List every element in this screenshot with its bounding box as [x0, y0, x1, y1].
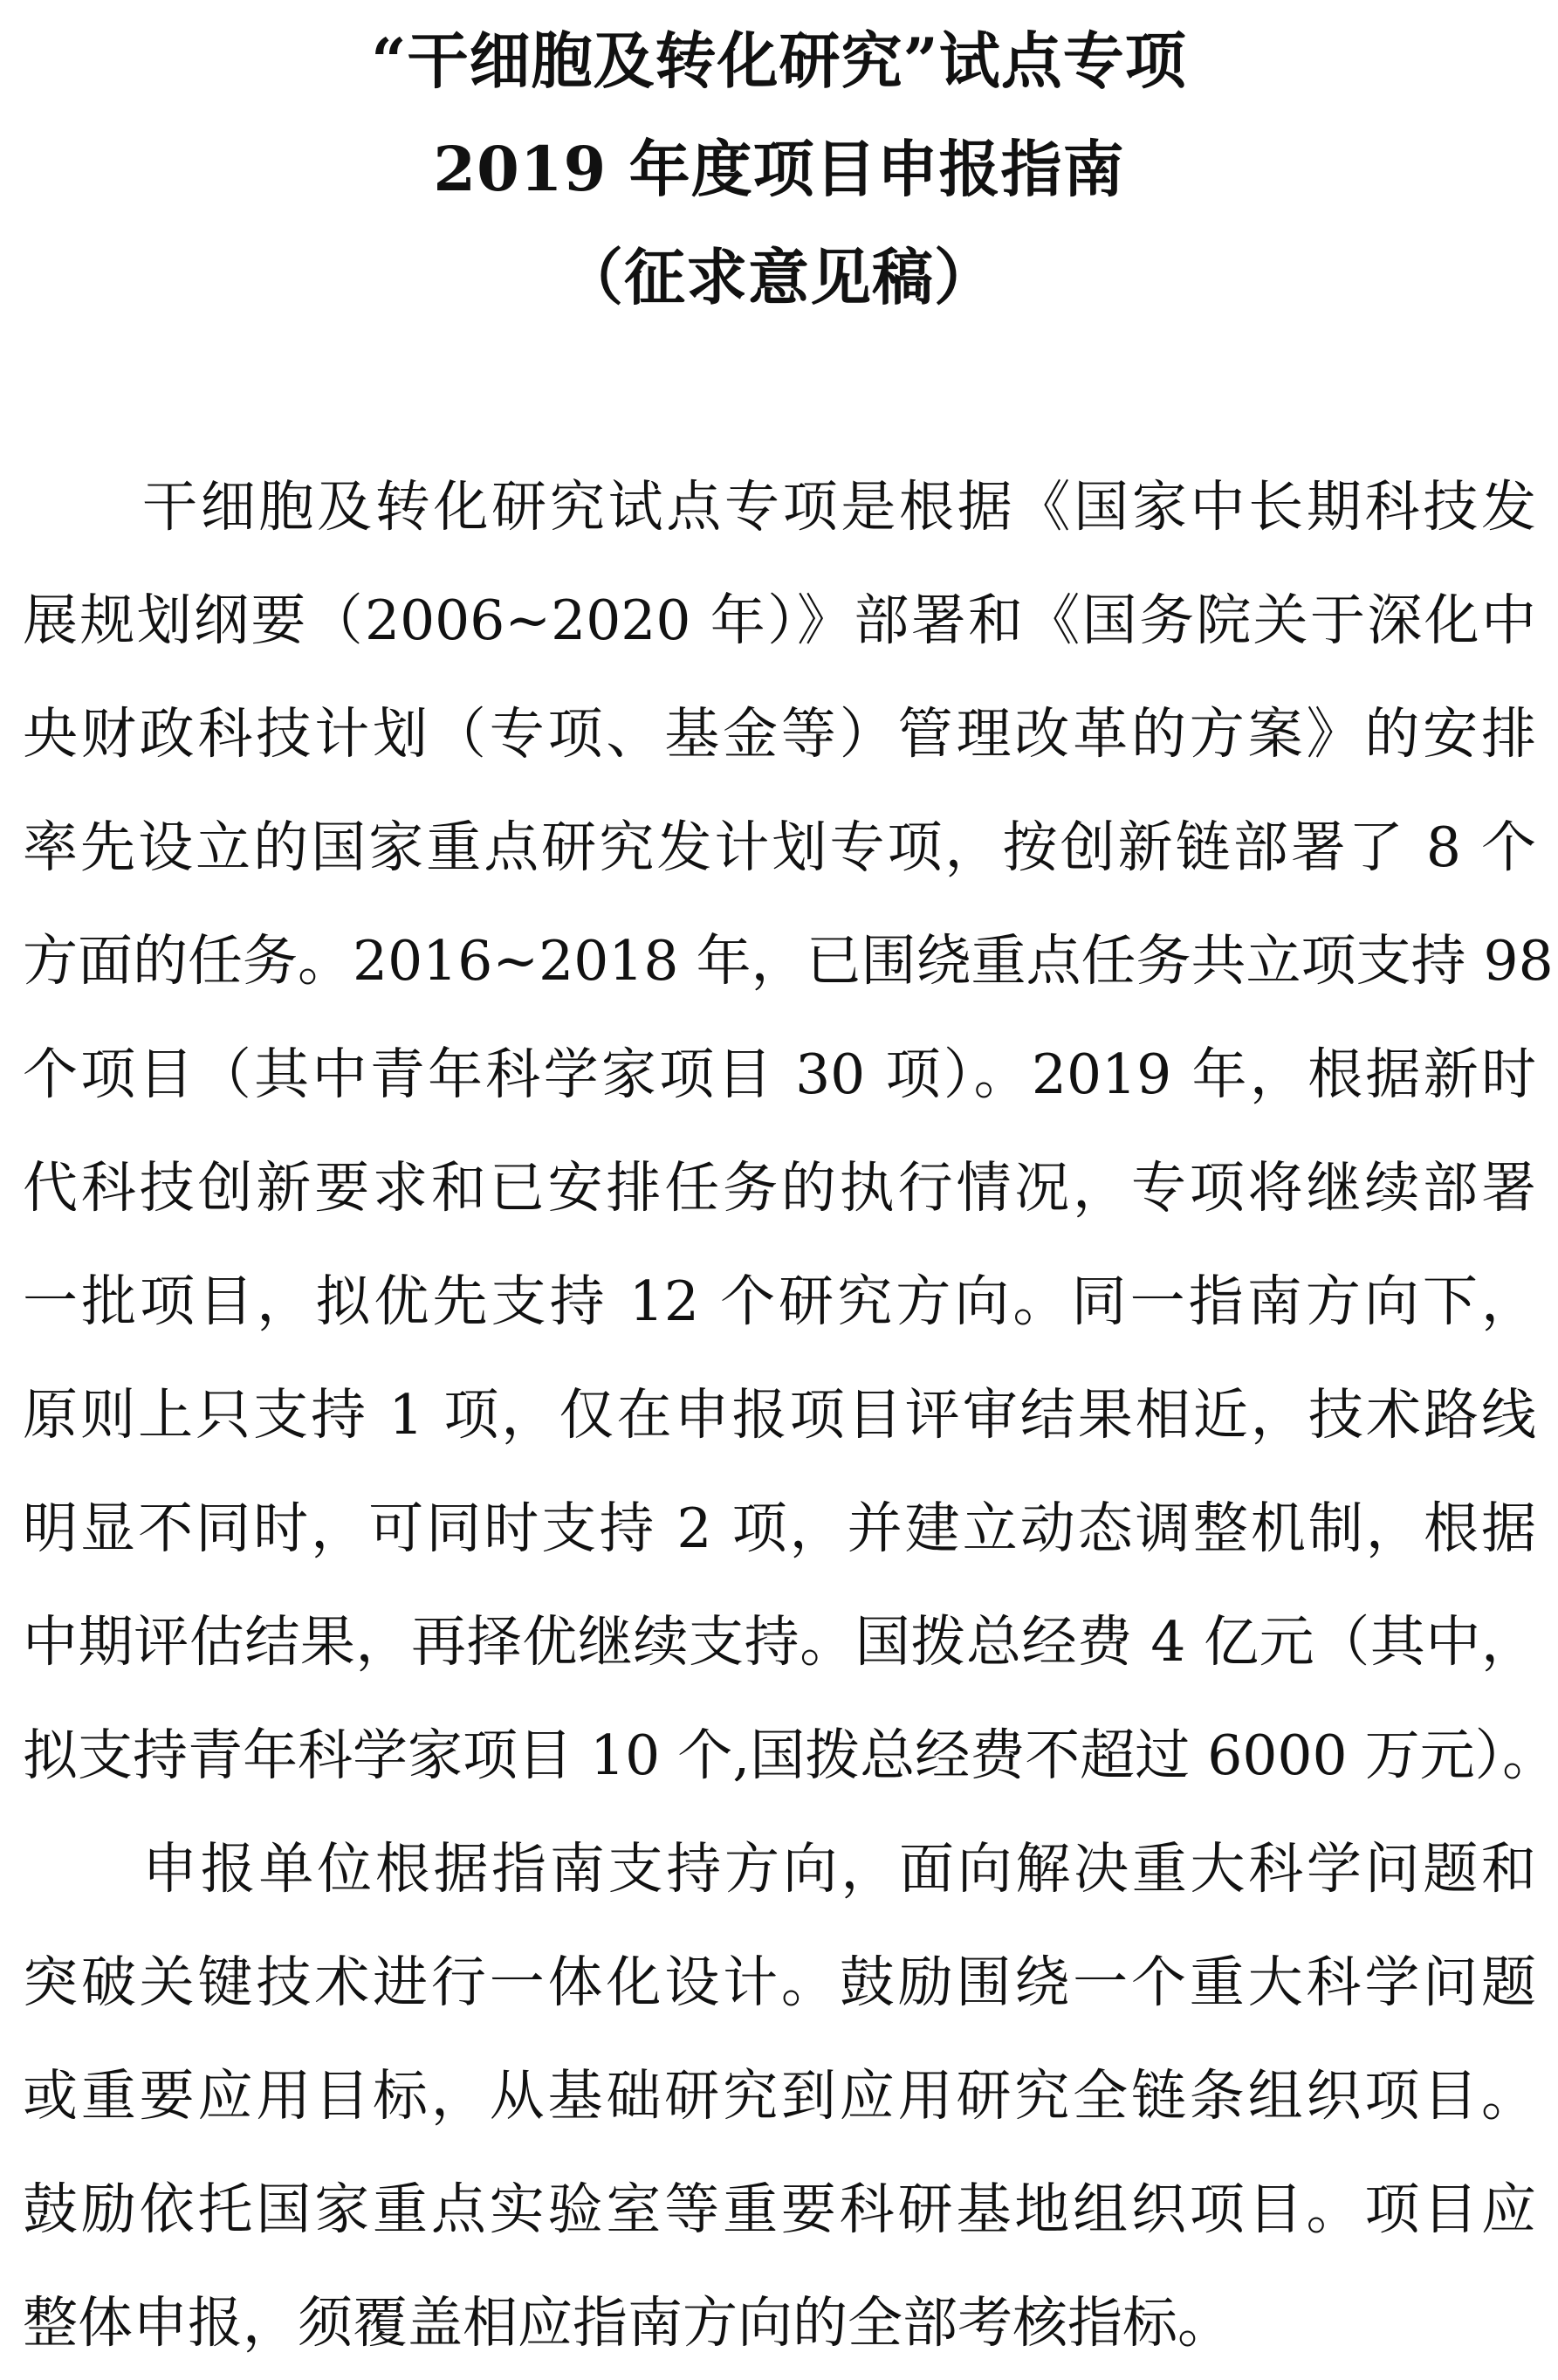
document-title [0, 7, 1558, 332]
text-line: 个项目（其中青年科学家项目 30 项）。2019 年，根据新时 [23, 1042, 1536, 1106]
text-line: 突破关键技术进行一体化设计。鼓励围绕一个重大科学问题 [23, 1950, 1536, 2014]
paragraph-2 [23, 1813, 1536, 2380]
text-line: 干细胞及转化研究试点专项是根据《国家中长期科技发 [142, 475, 1536, 539]
text-line: 原则上只支持 1 项，仅在申报项目评审结果相近，技术路线 [23, 1383, 1536, 1447]
text-line: 中期评估结果，再择优继续支持。国拨总经费 4 亿元（其中， [23, 1610, 1536, 1674]
paragraph-1 [23, 451, 1558, 1813]
title-line-2: 2019 年度项目申报指南 [433, 133, 1125, 205]
text-line: 代科技创新要求和已安排任务的执行情况，专项将继续部署 [23, 1156, 1536, 1220]
text-line: 拟支持青年科学家项目 10 个,国拨总经费不超过 6000 万元）。 [23, 1723, 1558, 1787]
text-line: 展规划纲要（2006~2020 年）》部署和《国务院关于深化中 [23, 588, 1536, 652]
text-line: 率先设立的国家重点研究发计划专项，按创新链部署了 8 个 [23, 815, 1536, 879]
text-line: 明显不同时，可同时支持 2 项，并建立动态调整机制，根据 [23, 1496, 1536, 1560]
text-line: 方面的任务。2016~2018 年，已围绕重点任务共立项支持 98 [23, 929, 1554, 993]
text-line: 央财政科技计划（专项、基金等）管理改革的方案》的安排 [23, 702, 1536, 766]
document-body [23, 451, 1558, 2380]
text-line: 申报单位根据指南支持方向，面向解决重大科学问题和 [142, 1837, 1536, 1901]
title-line-1: “干细胞及转化研究”试点专项 [371, 24, 1187, 97]
title-line-3: （征求意见稿） [562, 241, 996, 313]
text-line: 或重要应用目标，从基础研究到应用研究全链条组织项目。 [23, 2064, 1536, 2128]
text-line: 一批项目，拟优先支持 12 个研究方向。同一指南方向下， [23, 1269, 1536, 1333]
text-line: 整体申报，须覆盖相应指南方向的全部考核指标。 [23, 2291, 1232, 2355]
text-line: 鼓励依托国家重点实验室等重要科研基地组织项目。项目应 [23, 2177, 1536, 2241]
